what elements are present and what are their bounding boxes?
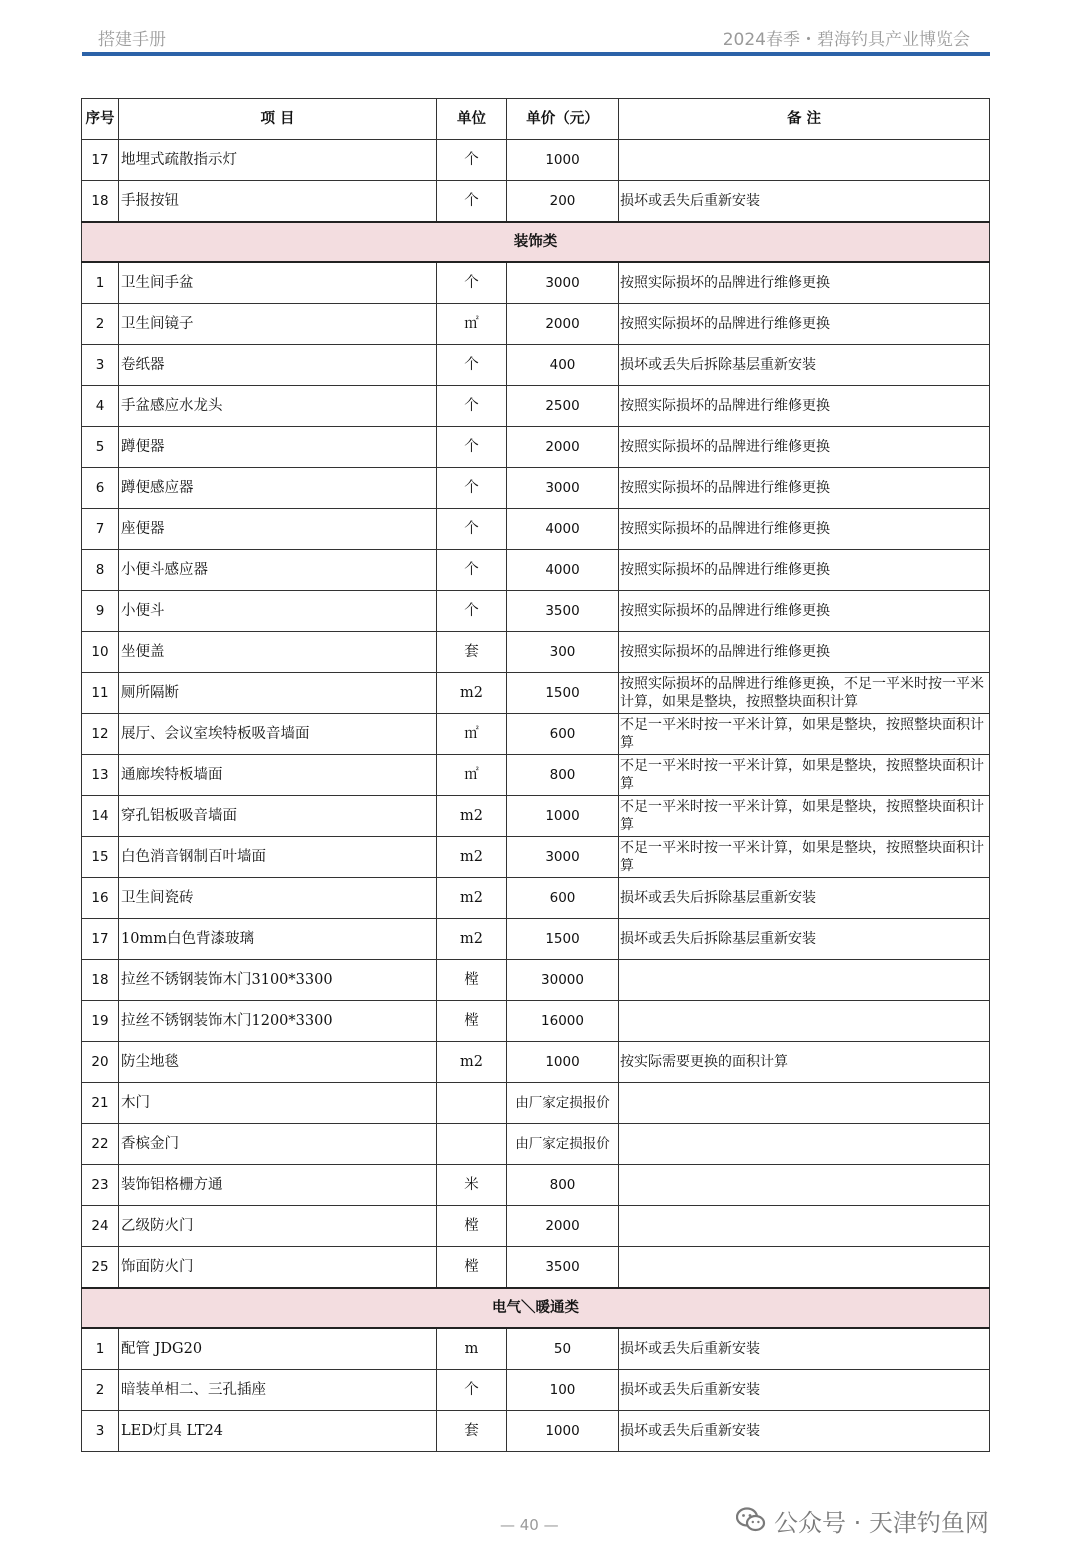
table-row — [82, 468, 990, 509]
item-name: 蹲便器 — [119, 427, 437, 468]
unit: 套 — [437, 632, 507, 673]
table-row — [82, 755, 990, 796]
row-number: 18 — [82, 960, 119, 1001]
unit-price: 1000 — [507, 1411, 619, 1452]
note — [619, 1165, 990, 1206]
unit-price: 4000 — [507, 550, 619, 591]
unit-price: 1000 — [507, 140, 619, 181]
unit-price: 3500 — [507, 591, 619, 632]
row-number: 9 — [82, 591, 119, 632]
unit-price: 2000 — [507, 1206, 619, 1247]
price-table — [81, 98, 990, 1452]
unit: m2 — [437, 878, 507, 919]
item-name: 通廊埃特板墙面 — [119, 755, 437, 796]
note: 不足一平米时按一平米计算，如果是整块，按照整块面积计算 — [619, 837, 990, 878]
item-name: 展厅、会议室埃特板吸音墙面 — [119, 714, 437, 755]
item-name: 10mm白色背漆玻璃 — [119, 919, 437, 960]
table-row — [82, 1370, 990, 1411]
unit-price: 16000 — [507, 1001, 619, 1042]
row-number: 11 — [82, 673, 119, 714]
row-number: 17 — [82, 140, 119, 181]
unit: 个 — [437, 591, 507, 632]
unit-price: 由厂家定损报价 — [507, 1124, 619, 1165]
item-name: 饰面防火门 — [119, 1247, 437, 1289]
row-number: 25 — [82, 1247, 119, 1289]
note: 按照实际损坏的品牌进行维修更换 — [619, 262, 990, 304]
unit: 个 — [437, 550, 507, 591]
unit-price: 2000 — [507, 304, 619, 345]
row-number: 17 — [82, 919, 119, 960]
section-row — [82, 222, 990, 262]
watermark-text: 公众号 · 天津钓鱼网 — [774, 1508, 989, 1537]
row-number: 3 — [82, 1411, 119, 1452]
section-title: 装饰类 — [82, 222, 990, 262]
unit: 个 — [437, 1370, 507, 1411]
table-row — [82, 1247, 990, 1289]
unit: 樘 — [437, 960, 507, 1001]
unit-price: 800 — [507, 1165, 619, 1206]
unit-price: 600 — [507, 878, 619, 919]
item-name: 手报按钮 — [119, 181, 437, 223]
watermark — [736, 1500, 989, 1540]
unit-price: 由厂家定损报价 — [507, 1083, 619, 1124]
note: 损坏或丢失后重新安装 — [619, 181, 990, 223]
item-name: 卫生间瓷砖 — [119, 878, 437, 919]
table-row — [82, 1165, 990, 1206]
unit: 个 — [437, 386, 507, 427]
section-title: 电气＼暖通类 — [82, 1288, 990, 1328]
unit: 樘 — [437, 1001, 507, 1042]
row-number: 6 — [82, 468, 119, 509]
unit: 套 — [437, 1411, 507, 1452]
item-name: 拉丝不锈钢装饰木门1200*3300 — [119, 1001, 437, 1042]
row-number: 7 — [82, 509, 119, 550]
row-number: 13 — [82, 755, 119, 796]
unit: m2 — [437, 837, 507, 878]
row-number: 21 — [82, 1083, 119, 1124]
unit: 个 — [437, 262, 507, 304]
unit-price: 1500 — [507, 673, 619, 714]
note — [619, 1124, 990, 1165]
header-unit: 单位 — [437, 99, 507, 140]
item-name: 卷纸器 — [119, 345, 437, 386]
unit: ㎡ — [437, 755, 507, 796]
item-name: 穿孔铝板吸音墙面 — [119, 796, 437, 837]
table-row — [82, 1042, 990, 1083]
note: 按照实际损坏的品牌进行维修更换 — [619, 550, 990, 591]
note: 按照实际损坏的品牌进行维修更换 — [619, 632, 990, 673]
item-name: 白色消音钢制百叶墙面 — [119, 837, 437, 878]
row-number: 2 — [82, 1370, 119, 1411]
row-number: 4 — [82, 386, 119, 427]
row-number: 19 — [82, 1001, 119, 1042]
table-row — [82, 1083, 990, 1124]
item-name: LED灯具 LT24 — [119, 1411, 437, 1452]
item-name: 卫生间手盆 — [119, 262, 437, 304]
page-number: — 40 — — [500, 1516, 559, 1534]
unit-price: 50 — [507, 1328, 619, 1370]
unit: 个 — [437, 140, 507, 181]
item-name: 坐便盖 — [119, 632, 437, 673]
note: 损坏或丢失后拆除基层重新安装 — [619, 878, 990, 919]
unit: 樘 — [437, 1206, 507, 1247]
note — [619, 1083, 990, 1124]
table-row — [82, 550, 990, 591]
table-row — [82, 262, 990, 304]
table-row — [82, 386, 990, 427]
unit: 个 — [437, 345, 507, 386]
row-number: 24 — [82, 1206, 119, 1247]
table-row — [82, 837, 990, 878]
unit-price: 3000 — [507, 468, 619, 509]
row-number: 1 — [82, 262, 119, 304]
unit-price: 2500 — [507, 386, 619, 427]
table-row — [82, 1001, 990, 1042]
unit-price: 3500 — [507, 1247, 619, 1289]
note: 按照实际损坏的品牌进行维修更换 — [619, 386, 990, 427]
unit-price: 3000 — [507, 262, 619, 304]
note: 损坏或丢失后重新安装 — [619, 1411, 990, 1452]
header-price: 单价（元） — [507, 99, 619, 140]
unit-price: 30000 — [507, 960, 619, 1001]
header-note: 备 注 — [619, 99, 990, 140]
unit: 个 — [437, 427, 507, 468]
note: 损坏或丢失后拆除基层重新安装 — [619, 919, 990, 960]
table-row — [82, 714, 990, 755]
header-manual-title: 搭建手册 — [98, 30, 166, 50]
note — [619, 1206, 990, 1247]
row-number: 23 — [82, 1165, 119, 1206]
row-number: 18 — [82, 181, 119, 223]
note — [619, 960, 990, 1001]
unit-price: 1500 — [507, 919, 619, 960]
header-item: 项 目 — [119, 99, 437, 140]
row-number: 2 — [82, 304, 119, 345]
note: 不足一平米时按一平米计算，如果是整块，按照整块面积计算 — [619, 796, 990, 837]
note: 损坏或丢失后重新安装 — [619, 1370, 990, 1411]
table-row — [82, 673, 990, 714]
note: 按照实际损坏的品牌进行维修更换 — [619, 304, 990, 345]
row-number: 3 — [82, 345, 119, 386]
item-name: 配管 JDG20 — [119, 1328, 437, 1370]
table-row — [82, 304, 990, 345]
item-name: 卫生间镜子 — [119, 304, 437, 345]
unit: m2 — [437, 796, 507, 837]
unit-price: 200 — [507, 181, 619, 223]
unit-price: 1000 — [507, 796, 619, 837]
note: 损坏或丢失后拆除基层重新安装 — [619, 345, 990, 386]
row-number: 12 — [82, 714, 119, 755]
item-name: 厕所隔断 — [119, 673, 437, 714]
row-number: 14 — [82, 796, 119, 837]
table-row — [82, 1411, 990, 1452]
item-name: 蹲便感应器 — [119, 468, 437, 509]
row-number: 10 — [82, 632, 119, 673]
note: 不足一平米时按一平米计算，如果是整块，按照整块面积计算 — [619, 714, 990, 755]
row-number: 15 — [82, 837, 119, 878]
row-number: 8 — [82, 550, 119, 591]
wechat-icon — [736, 1506, 766, 1534]
unit-price: 400 — [507, 345, 619, 386]
unit: 米 — [437, 1165, 507, 1206]
row-number: 22 — [82, 1124, 119, 1165]
row-number: 20 — [82, 1042, 119, 1083]
unit: m — [437, 1328, 507, 1370]
item-name: 手盆感应水龙头 — [119, 386, 437, 427]
table-header-row — [82, 99, 990, 140]
unit: 个 — [437, 181, 507, 223]
item-name: 装饰铝格栅方通 — [119, 1165, 437, 1206]
item-name: 乙级防火门 — [119, 1206, 437, 1247]
note: 按照实际损坏的品牌进行维修更换 — [619, 427, 990, 468]
note — [619, 1247, 990, 1289]
unit: m2 — [437, 673, 507, 714]
note: 按照实际损坏的品牌进行维修更换 — [619, 468, 990, 509]
table-row — [82, 591, 990, 632]
table-row — [82, 427, 990, 468]
unit: ㎡ — [437, 714, 507, 755]
table-row — [82, 919, 990, 960]
table-row — [82, 1124, 990, 1165]
section-row — [82, 1288, 990, 1328]
unit: 樘 — [437, 1247, 507, 1289]
item-name: 暗装单相二、三孔插座 — [119, 1370, 437, 1411]
unit-price: 4000 — [507, 509, 619, 550]
table-row — [82, 181, 990, 223]
unit — [437, 1083, 507, 1124]
table-row — [82, 1206, 990, 1247]
note: 损坏或丢失后重新安装 — [619, 1328, 990, 1370]
row-number: 16 — [82, 878, 119, 919]
row-number: 1 — [82, 1328, 119, 1370]
table-row — [82, 1328, 990, 1370]
unit-price: 800 — [507, 755, 619, 796]
item-name: 防尘地毯 — [119, 1042, 437, 1083]
note: 不足一平米时按一平米计算，如果是整块，按照整块面积计算 — [619, 755, 990, 796]
table-row — [82, 960, 990, 1001]
unit — [437, 1124, 507, 1165]
note — [619, 140, 990, 181]
header-no: 序号 — [82, 99, 119, 140]
note: 按照实际损坏的品牌进行维修更换 — [619, 591, 990, 632]
table-row — [82, 140, 990, 181]
header-event-title: 2024春季・碧海钓具产业博览会 — [722, 30, 970, 50]
item-name: 地埋式疏散指示灯 — [119, 140, 437, 181]
unit-price: 600 — [507, 714, 619, 755]
page-header — [82, 22, 988, 50]
item-name: 木门 — [119, 1083, 437, 1124]
unit-price: 3000 — [507, 837, 619, 878]
unit: 个 — [437, 509, 507, 550]
unit: m2 — [437, 1042, 507, 1083]
unit: m2 — [437, 919, 507, 960]
item-name: 小便斗 — [119, 591, 437, 632]
item-name: 拉丝不锈钢装饰木门3100*3300 — [119, 960, 437, 1001]
row-number: 5 — [82, 427, 119, 468]
unit-price: 2000 — [507, 427, 619, 468]
unit: ㎡ — [437, 304, 507, 345]
note: 按照实际损坏的品牌进行维修更换 — [619, 509, 990, 550]
unit-price: 1000 — [507, 1042, 619, 1083]
note: 按照实际损坏的品牌进行维修更换，不足一平米时按一平米计算，如果是整块，按照整块面积计算 — [619, 673, 990, 714]
table-row — [82, 796, 990, 837]
table-row — [82, 878, 990, 919]
note — [619, 1001, 990, 1042]
header-divider — [82, 52, 990, 56]
note: 按实际需要更换的面积计算 — [619, 1042, 990, 1083]
item-name: 座便器 — [119, 509, 437, 550]
table-row — [82, 509, 990, 550]
table-row — [82, 345, 990, 386]
table-row — [82, 632, 990, 673]
unit: 个 — [437, 468, 507, 509]
item-name: 香槟金门 — [119, 1124, 437, 1165]
item-name: 小便斗感应器 — [119, 550, 437, 591]
unit-price: 300 — [507, 632, 619, 673]
unit-price: 100 — [507, 1370, 619, 1411]
